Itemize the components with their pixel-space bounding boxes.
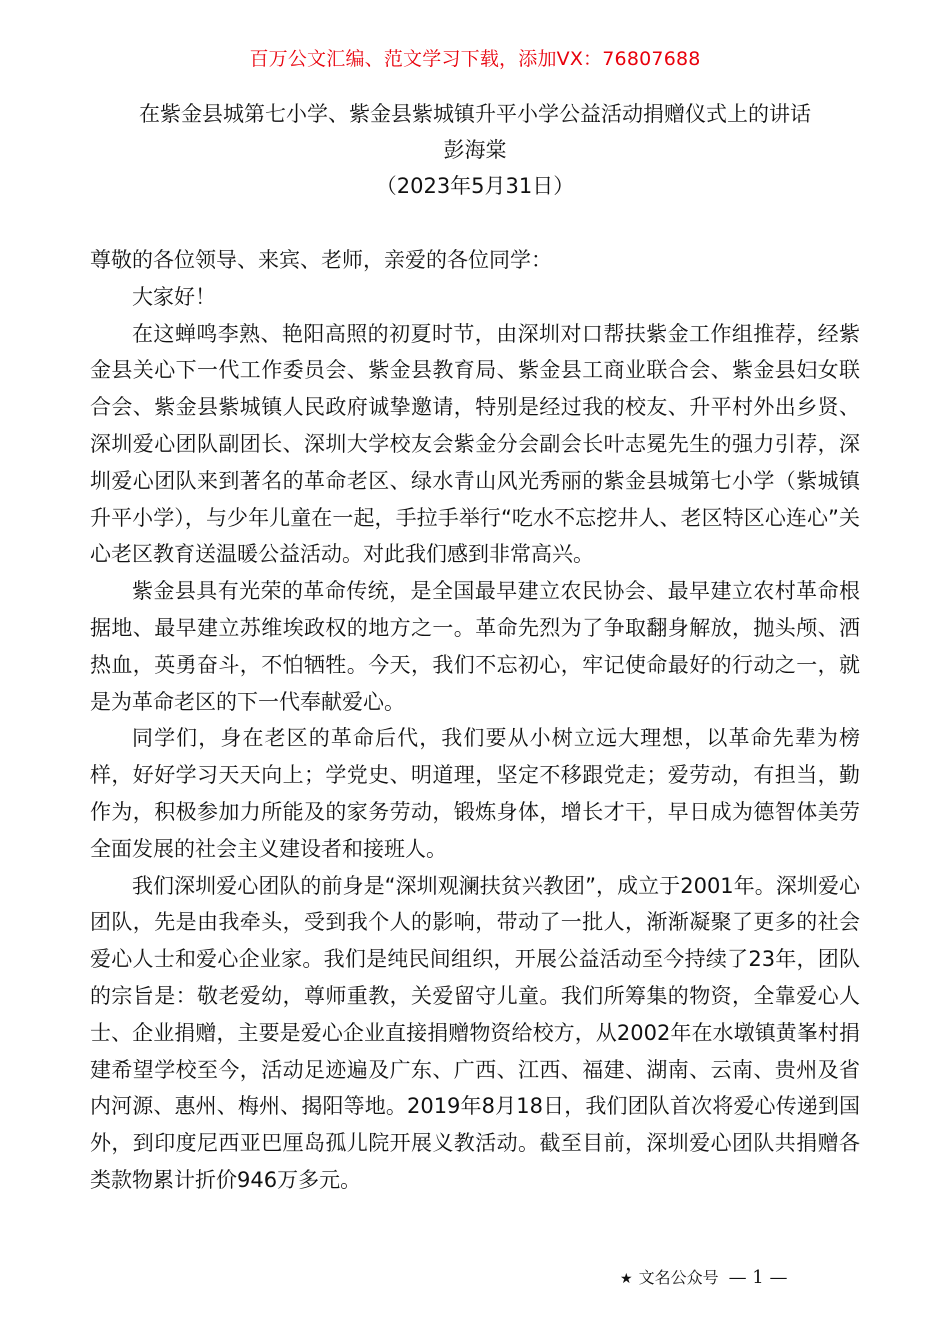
greeting: 大家好！ [132,284,216,309]
title-block [0,96,950,204]
paragraph-4: 我们深圳爱心团队的前身是“深圳观澜扶贫兴教团”，成立于2001年。深圳爱心团队，先是由我牵头，受到我个人的影响，带动了一批人，渐渐凝聚了更多的社会爱心人士和爱心企业家。我们是纯民间组织，开展公益活动至今持续了23年，团队的宗旨是：敬老爱幼，尊师重教，关爱留守儿童。我们所筹集的物资，全靠爱心人士、企业捐赠，主要是爱心企业直接捐赠物资给校方，从2002年在水墩镇黄峯村捐建希望学校至今，活动足迹遍及广东、广西、江西、福建、湖南、云南、贵州及省内河源、惠州、梅州、揭阳等地。2019年8月18日，我们团队首次将爱心传递到国外，到印度尼西亚巴厘岛孤儿院开展义教活动。截至目前，深圳爱心团队共捐赠各类款物累计折价946万多元。 [90,873,860,1192]
paragraph-2: 紫金县具有光荣的革命传统，是全国最早建立农民协会、最早建立农村革命根据地、最早建立苏维埃政权的地方之一。革命先烈为了争取翻身解放，抛头颅、洒热血，英勇奋斗，不怕牺牲。今天，我们不忘初心，牢记使命最好的行动之一，就是为革命老区的下一代奉献爱心。 [90,579,860,714]
speech-title: 在紫金县城第七小学、紫金县紫城镇升平小学公益活动捐赠仪式上的讲话 [139,102,811,126]
footer-source: 文名公众号 [638,1268,719,1287]
speech-body [90,242,860,1199]
page-footer [620,1266,860,1291]
speech-date: （2023年5月31日） [375,174,575,198]
paragraph-1: 在这蝉鸣李熟、艳阳高照的初夏时节，由深圳对口帮扶紫金工作组推荐，经紫金县关心下一代工作委员会、紫金县教育局、紫金县工商业联合会、紫金县妇女联合会、紫金县紫城镇人民政府诚挚邀请，特别是经过我的校友、升平村外出乡贤、深圳爱心团队副团长、深圳大学校友会紫金分会副会长叶志冕先生的强力引荐，深圳爱心团队来到著名的革命老区、绿水青山风光秀丽的紫金县城第七小学（紫城镇升平小学），与少年儿童在一起，手拉手举行“吃水不忘挖井人、老区特区心连心”关心老区教育送温暖公益活动。对此我们感到非常高兴。 [90,321,860,567]
star-icon: ★ [620,1271,633,1287]
speaker-name: 彭海棠 [443,138,507,162]
page-number: — 1 — [728,1267,788,1288]
download-banner: 百万公文汇编、范文学习下载，添加VX：76807688 [249,48,701,70]
paragraph-3: 同学们，身在老区的革命后代，我们要从小树立远大理想，以革命先辈为榜样，好好学习天天向上；学党史、明道理，坚定不移跟党走；爱劳动，有担当，勤作为，积极参加力所能及的家务劳动，锻炼身体，增长才干，早日成为德智体美劳全面发展的社会主义建设者和接班人。 [90,726,860,861]
salutation: 尊敬的各位领导、来宾、老师，亲爱的各位同学： [90,248,552,272]
